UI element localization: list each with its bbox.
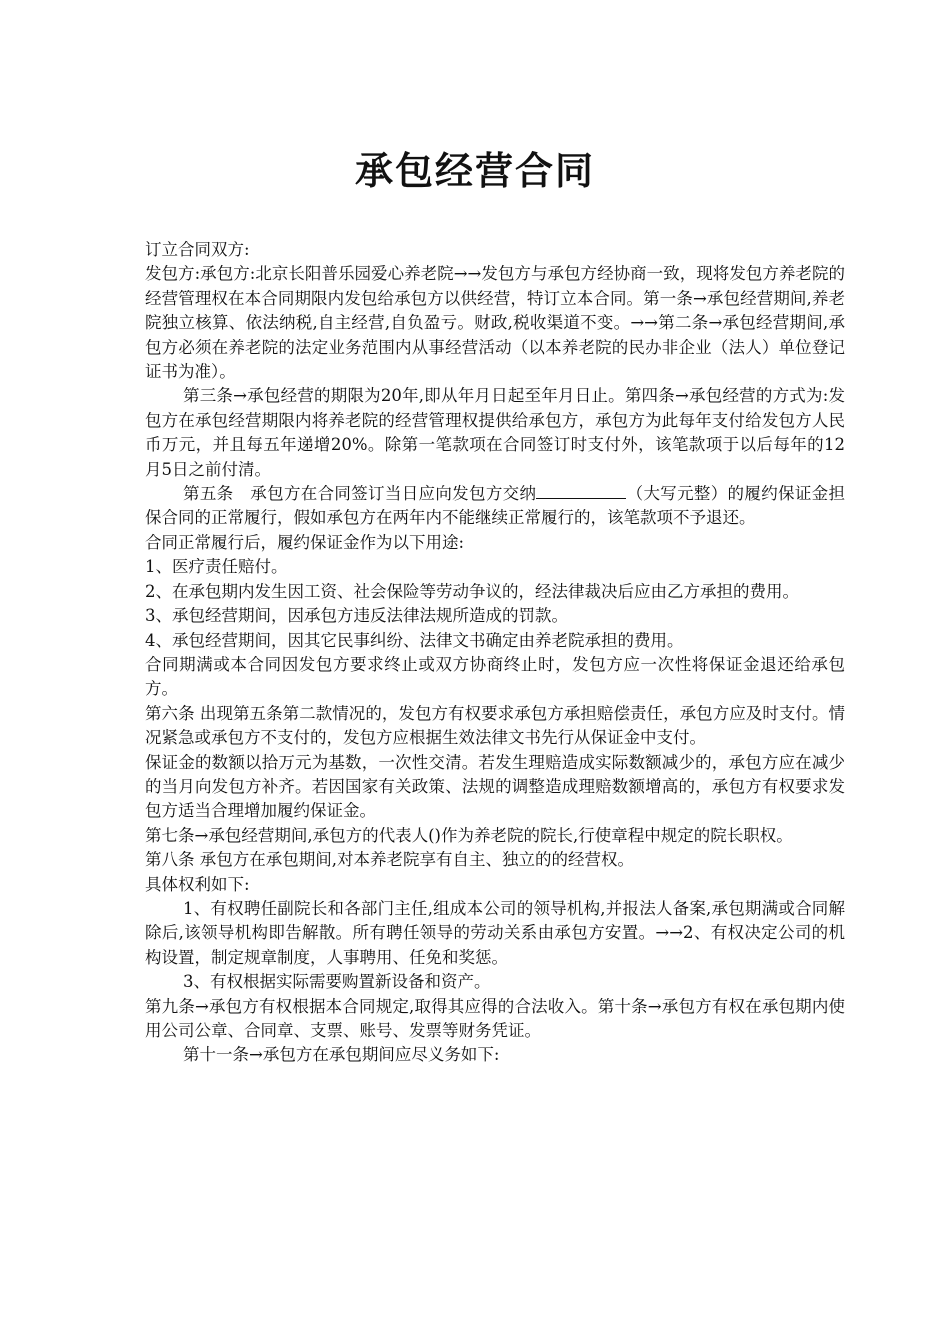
list-item-3: 3、承包经营期间，因承包方违反法律法规所造成的罚款。 [145, 606, 568, 626]
paragraph-article-5 [145, 482, 845, 531]
document-title: 承包经营合同 [354, 149, 595, 193]
paragraph-article-11: 第十一条→承包方在承包期间应尽义务如下: [183, 1045, 500, 1065]
article-5-text-after: （大写元整）的履约保证金担保合同的正常履行，假如承包方在两年内不能继续正常履行的，该笔款项不予退还。 [145, 484, 846, 528]
rights-item-3: 3、有权根据实际需要购置新设备和资产。 [183, 972, 491, 992]
paragraph-articles-9-10: 第九条→承包方有权根据本合同规定,取得其应得的合法收入。第十条→承包方有权在承包期内使用公司公章、合同章、支票、账号、发票等财务凭证。 [145, 996, 845, 1040]
rights-item-1-2: 1、有权聘任副院长和各部门主任,组成本公司的领导机构,并报法人备案,承包期满或合同解除后,该领导机构即告解散。所有聘任领导的劳动关系由承包方安置。→→2、有权决定公司的机构设置，制定规章制度，人事聘用、任免和奖惩。 [145, 898, 845, 967]
paragraph-deposit-amount: 保证金的数额以拾万元为基数，一次性交清。若发生理赔造成实际数额减少的，承包方应在减少的当月向发包方补齐。若因国家有关政策、法规的调整造成理赔数额增高的，承包方有权要求发包方适当合理增加履约保证金。 [145, 752, 845, 821]
paragraph-article-6: 第六条 出现第五条第二款情况的，发包方有权要求承包方承担赔偿责任，承包方应及时支付。情况紧急或承包方不支付的，发包方应根据生效法律文书先行从保证金中支付。 [145, 703, 845, 748]
document-body [145, 238, 845, 1068]
list-item-2: 2、在承包期内发生因工资、社会保险等劳动争议的，经法律裁决后应由乙方承担的费用。 [145, 581, 799, 601]
paragraph-parties: 订立合同双方: [145, 240, 250, 259]
paragraph-articles-3-4: 第三条→承包经营的期限为20年,即从年月日起至年月日止。第四条→承包经营的方式为:发包方在承包经营期限内将养老院的经营管理权提供给承包方，承包方为此每年支付给发包方人民币万元，并且每五年递增20%。除第一笔款项在合同签订时支付外，该笔款项于以后每年的12月5日之前付清。 [145, 386, 845, 479]
list-item-4: 4、承包经营期间，因其它民事纠纷、法律文书确定由养老院承担的费用。 [145, 630, 684, 650]
paragraph-article-8: 第八条 承包方在承包期间,对本养老院享有自主、独立的的经营权。 [145, 850, 634, 870]
paragraph-articles-1-2: 发包方:承包方:北京长阳普乐园爱心养老院→→发包方与承包方经协商一致，现将发包方养老院的经营管理权在本合同期限内发包给承包方以供经营，特订立本合同。第一条→承包经营期间,养老院独立核算、依法纳税,自主经营,自负盈亏。财政,税收渠道不变。→→第二条→承包经营期间,承包方必须在养老院的法定业务范围内从事经营活动（以本养老院的民办非企业（法人）单位登记证书为准）。 [145, 264, 845, 382]
list-item-1: 1、医疗责任赔付。 [145, 557, 288, 577]
deposit-amount-blank [536, 482, 626, 499]
paragraph-rights-intro: 具体权利如下: [145, 874, 250, 894]
paragraph-deposit-refund: 合同期满或本合同因发包方要求终止或双方协商终止时，发包方应一次性将保证金退还给承包方。 [145, 654, 845, 699]
paragraph-article-7: 第七条→承包经营期间,承包方的代表人()作为养老院的院长,行使章程中规定的院长职权。 [145, 825, 793, 845]
article-5-text-before: 第五条 承包方在合同签订当日应向发包方交纳 [183, 484, 537, 504]
paragraph-deposit-uses: 合同正常履行后，履约保证金作为以下用途: [145, 532, 465, 552]
